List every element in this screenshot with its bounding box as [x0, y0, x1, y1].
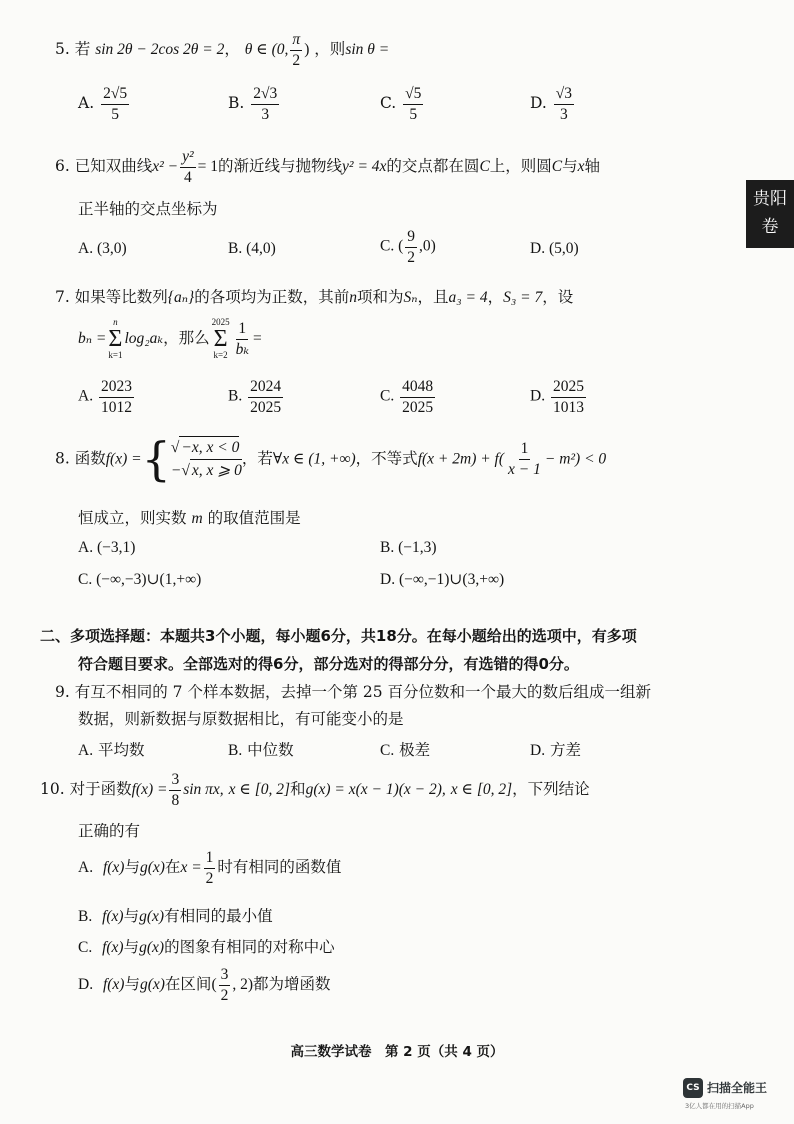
q9-option-d [530, 738, 581, 760]
q10-g: g(x) [139, 859, 165, 876]
frac-num: 9 [405, 229, 417, 248]
option-letter: D. [78, 976, 94, 993]
option-letter: D. [530, 240, 546, 257]
q6-x: x [577, 158, 585, 175]
sum-upper: 2025 [211, 317, 230, 327]
option-letter: B. [228, 742, 243, 759]
q10-option-b [78, 904, 273, 926]
q8-option-c [78, 570, 201, 589]
q5-pi-over-2 [290, 32, 302, 68]
q8-option-a [78, 539, 135, 557]
q6-circle-c: C [479, 158, 490, 175]
sum-upper: n [113, 317, 118, 327]
q10-domain-f: x ∈ [0, 2] [228, 781, 291, 798]
option-fraction [403, 86, 423, 122]
option-fraction [101, 86, 129, 122]
option-letter: C. [380, 742, 395, 759]
option-letter: A. [78, 742, 94, 759]
option-fraction [251, 86, 279, 122]
q5-option-c [380, 86, 425, 122]
option-text: 都为增函数 [253, 975, 331, 993]
option-letter: D. [530, 742, 546, 759]
region-tab [746, 180, 794, 248]
scanner-app-name: 扫描全能王 [707, 1081, 768, 1095]
option-text: 极差 [399, 741, 431, 759]
frac-den: 8 [171, 791, 180, 809]
q7-option-b [228, 379, 285, 415]
sqrt-icon: √ [181, 462, 190, 480]
q7-text-a: 如果等比数列 [74, 288, 168, 306]
q5-sin-theta: sin θ = [345, 41, 390, 58]
q10-three-halves [219, 967, 231, 1003]
question-number: 7. [55, 288, 70, 306]
question-number: 10. [40, 780, 65, 798]
option-letter: B. [380, 539, 395, 556]
frac-num: π [290, 32, 302, 51]
frac-num: y² [180, 149, 196, 168]
option-letter: B. [228, 94, 245, 112]
option-letter: D. [530, 387, 546, 405]
q7-one-over-bk [234, 321, 251, 357]
q10-option-a [78, 850, 341, 886]
question-8-stem [55, 432, 607, 487]
q7-a3: a₃ = 4 [448, 289, 488, 306]
q10-text-c: ，下列结论 [512, 780, 590, 798]
q7-s3: S₃ = 7 [503, 289, 543, 306]
q7-text-c: 项和为 [356, 288, 404, 306]
option-letter: D. [530, 94, 547, 112]
section-2-heading-line1: 二、多项选择题：本题共3个小题，每小题6分，共18分。在每小题给出的选项中，有多项 [40, 627, 637, 645]
option-text: (−3,1) [96, 539, 136, 556]
q8-text-b: ，若 [241, 449, 273, 468]
option-text: 在 [164, 858, 181, 876]
q8-case2-neg: − [170, 462, 182, 480]
frac-num: 2023 [99, 379, 134, 398]
q6-option-d [530, 240, 579, 258]
q10-sin-pi-x: sin πx, [183, 781, 224, 798]
q6-y2-over-4 [180, 149, 196, 185]
sqrt-icon: √ [170, 439, 180, 456]
question-8-line2 [78, 509, 301, 529]
frac-den: bₖ [235, 340, 249, 358]
q10-option-d [78, 967, 331, 1003]
question-10-stem [40, 772, 590, 808]
q8-case-1 [171, 436, 242, 459]
q10-three-eighths [169, 772, 181, 808]
q10-g: g(x) [139, 908, 165, 925]
option-text: 方差 [550, 741, 582, 759]
q10-domain-g: x ∈ [0, 2] [450, 781, 513, 798]
option-letter: C. [380, 387, 395, 405]
q9-option-a [78, 738, 145, 760]
option-text: 与 [123, 907, 140, 925]
option-text: (−∞,−1)∪(3,+∞) [398, 571, 505, 588]
question-number: 6. [55, 157, 70, 175]
q6-option-a [78, 240, 127, 258]
option-letter: C. [380, 237, 395, 255]
q5-domain: θ ∈ (0, [244, 41, 289, 58]
q10-text-b: 和 [290, 780, 306, 798]
q6-text-b: 的渐近线与抛物线 [218, 157, 343, 175]
frac-num: 1 [204, 850, 216, 869]
q7-log: log₂aₖ [124, 330, 164, 347]
frac-den: 2025 [402, 398, 434, 416]
q7-option-c [380, 379, 437, 415]
q8-forall: ∀x ∈ (1, +∞) [272, 450, 356, 468]
q10-gx: g(x) = x(x − 1)(x − 2), [305, 781, 446, 798]
option-fraction [248, 379, 283, 415]
q7-text-e: ， [487, 288, 504, 306]
page-footer: 高三数学试卷 第 2 页（共 4 页） [290, 1044, 504, 1060]
q7-option-d [530, 379, 588, 415]
q6-x2: x² − [152, 158, 179, 175]
question-9-stem [55, 683, 651, 702]
option-letter: C. [380, 94, 397, 112]
frac-num: 4048 [400, 379, 435, 398]
q8-line2-a: 恒成立，则实数 [78, 509, 187, 527]
frac-den: x − 1 [508, 460, 541, 478]
q5-option-b [228, 86, 281, 122]
option-text: (3,0) [96, 240, 127, 257]
frac-num: 2√5 [101, 86, 129, 105]
option-text: 平均数 [98, 741, 145, 759]
frac-den: 1012 [100, 398, 132, 416]
question-6-line2: 正半轴的交点坐标为 [78, 200, 218, 218]
q7-seq: {aₙ} [167, 289, 195, 306]
option-letter: A. [78, 94, 95, 112]
q10-f: f(x) [102, 939, 124, 956]
q10-g: g(x) [139, 976, 165, 993]
q7-sum2 [212, 318, 230, 360]
option-letter: B. [228, 240, 243, 257]
frac-den: 2 [205, 869, 214, 887]
section-2-heading-line2: 符合题目要求。全部选对的得6分，部分选对的得部分分，有选错的得0分。 [78, 655, 579, 673]
q7-sn: Sₙ [403, 289, 418, 306]
option-letter: C. [78, 939, 93, 956]
frac-den: 2 [220, 986, 229, 1004]
q6-text-e: 与 [562, 157, 578, 175]
option-text: ( [211, 976, 217, 993]
option-text: (−1,3) [398, 539, 437, 556]
q5-close: ) [304, 41, 310, 58]
q8-case-2 [171, 459, 242, 482]
q6-text-a: 已知双曲线 [74, 157, 153, 175]
option-text: ,0) [419, 237, 436, 255]
option-letter: B. [228, 387, 243, 405]
question-number: 5. [55, 40, 70, 58]
q6-eq1: = 1 [197, 158, 219, 175]
option-text: 的图象有相同的对称中心 [164, 938, 335, 956]
q10-f: f(x) [102, 908, 124, 925]
q10-g: g(x) [139, 939, 165, 956]
option-text: (4,0) [246, 240, 276, 257]
q5-option-d [530, 86, 576, 122]
question-10-line2: 正确的有 [78, 822, 141, 840]
question-7-stem [55, 288, 573, 308]
q8-line2-b: 的取值范围是 [207, 509, 301, 527]
option-letter: C. [78, 571, 93, 588]
frac-num: 1 [236, 321, 248, 340]
scanner-logo-icon: CS [683, 1078, 703, 1098]
q8-cases [171, 436, 242, 483]
question-5-stem [55, 32, 389, 68]
option-text: , 2) [232, 976, 254, 993]
option-letter: D. [380, 571, 396, 588]
q10-one-half [204, 850, 216, 886]
q10-fx: f(x) = [131, 781, 168, 798]
option-text: 与 [124, 975, 140, 993]
q10-x-eq: x = [180, 859, 202, 876]
frac-num: 3 [219, 967, 231, 986]
sum-lower: k=2 [213, 350, 228, 360]
q8-text-c: ，不等式 [355, 449, 418, 468]
region-tab-line1: 贵阳 [753, 189, 787, 209]
sum-lower: k=1 [108, 350, 123, 360]
sigma-icon: Σ [213, 326, 228, 352]
question-number: 8. [55, 449, 70, 468]
q10-option-c [78, 935, 335, 957]
frac-den: 1013 [552, 398, 584, 416]
frac-den: 3 [261, 105, 270, 123]
option-letter: A. [78, 859, 94, 876]
option-text: 时有相同的函数值 [217, 858, 342, 876]
q10-f: f(x) [102, 976, 125, 993]
q8-fraction [506, 441, 543, 477]
q5-text-a: 若 [74, 40, 91, 58]
q8-option-b [380, 539, 437, 557]
region-tab-line2: 卷 [761, 217, 779, 237]
q9-option-c [380, 738, 430, 760]
q7-n: n [349, 289, 357, 306]
q10-text-a: 对于函数 [69, 780, 132, 798]
option-text: ( [398, 237, 404, 255]
q6-circle-c2: C [551, 158, 563, 175]
option-fraction [551, 379, 586, 415]
option-letter: A. [78, 240, 94, 257]
q5-option-a [78, 86, 131, 122]
q8-fx: f(x) = [105, 450, 142, 468]
q9-line1: 有互不相同的 7 个样本数据，去掉一个第 25 百分位数和一个最大的数后组成一组新 [74, 683, 652, 701]
option-text: 在区间 [164, 975, 212, 993]
q8-case2-text: x, x ⩾ 0 [190, 459, 242, 482]
question-9-line2: 数据，则新数据与原数据相比，有可能变小的是 [78, 710, 404, 728]
frac-den: 5 [111, 105, 119, 123]
q7-text-d: ，且 [417, 288, 449, 306]
frac-num: 2024 [248, 379, 283, 398]
option-text: (5,0) [548, 240, 579, 257]
frac-num: 2025 [551, 379, 586, 398]
option-fraction [405, 229, 417, 265]
q8-text-a: 函数 [74, 449, 106, 468]
q7-text-g: ，那么 [163, 329, 210, 347]
question-7-line2 [78, 318, 262, 360]
q5-equation: sin 2θ − 2cos 2θ = 2 [95, 41, 225, 58]
option-text: 与 [124, 858, 140, 876]
q6-option-c [380, 229, 436, 265]
option-letter: B. [78, 908, 93, 925]
frac-den: 2 [407, 248, 416, 266]
q6-text-d: 上，则圆 [489, 157, 552, 175]
question-6-stem [55, 149, 600, 185]
q5-text-b: ，则 [314, 40, 346, 58]
left-brace-icon: { [141, 432, 171, 487]
frac-num: 3 [169, 772, 181, 791]
q7-eq: = [252, 330, 262, 347]
frac-num: √5 [403, 86, 423, 105]
q8-option-d [380, 570, 504, 589]
question-number: 9. [55, 683, 70, 701]
option-text: 中位数 [247, 741, 294, 759]
sigma-icon: Σ [108, 326, 123, 352]
q6-text-f: 轴 [584, 157, 601, 175]
frac-den: 2 [292, 51, 301, 69]
frac-den: 5 [409, 105, 418, 123]
q5-comma: ， [224, 40, 240, 58]
option-text: 与 [123, 938, 140, 956]
q7-sum1 [108, 318, 122, 360]
q8-ineq-a: f(x + 2m) + f( [417, 450, 505, 468]
q7-option-a [78, 379, 136, 415]
q8-m: m [191, 510, 203, 527]
q7-text-b: 的各项均为正数，其前 [194, 288, 350, 306]
frac-num: √3 [554, 86, 574, 105]
frac-den: 4 [184, 168, 192, 186]
scanner-tagline: 3亿人都在用的扫描App [685, 1102, 754, 1110]
option-fraction [554, 86, 574, 122]
option-fraction [99, 379, 134, 415]
frac-den: 3 [560, 105, 568, 123]
option-text: 有相同的最小值 [164, 907, 273, 925]
q6-parabola: y² = 4x [342, 158, 387, 175]
q10-f: f(x) [102, 859, 125, 876]
option-letter: A. [78, 387, 94, 405]
q9-option-b [228, 738, 294, 760]
q7-bn: bₙ = [78, 330, 107, 347]
q6-option-b [228, 240, 276, 258]
option-text: (−∞,−3)∪(1,+∞) [96, 571, 202, 588]
q7-text-f: ，设 [542, 288, 574, 306]
frac-num: 2√3 [251, 86, 279, 105]
scanner-watermark [683, 1078, 791, 1118]
q8-ineq-b: − m²) < 0 [544, 450, 607, 468]
option-fraction [400, 379, 435, 415]
option-letter: A. [78, 539, 94, 556]
q8-case1-text: −x, x < 0 [179, 436, 239, 459]
frac-den: 2025 [250, 398, 282, 416]
frac-num: 1 [519, 441, 531, 460]
q6-text-c: 的交点都在圆 [386, 157, 480, 175]
